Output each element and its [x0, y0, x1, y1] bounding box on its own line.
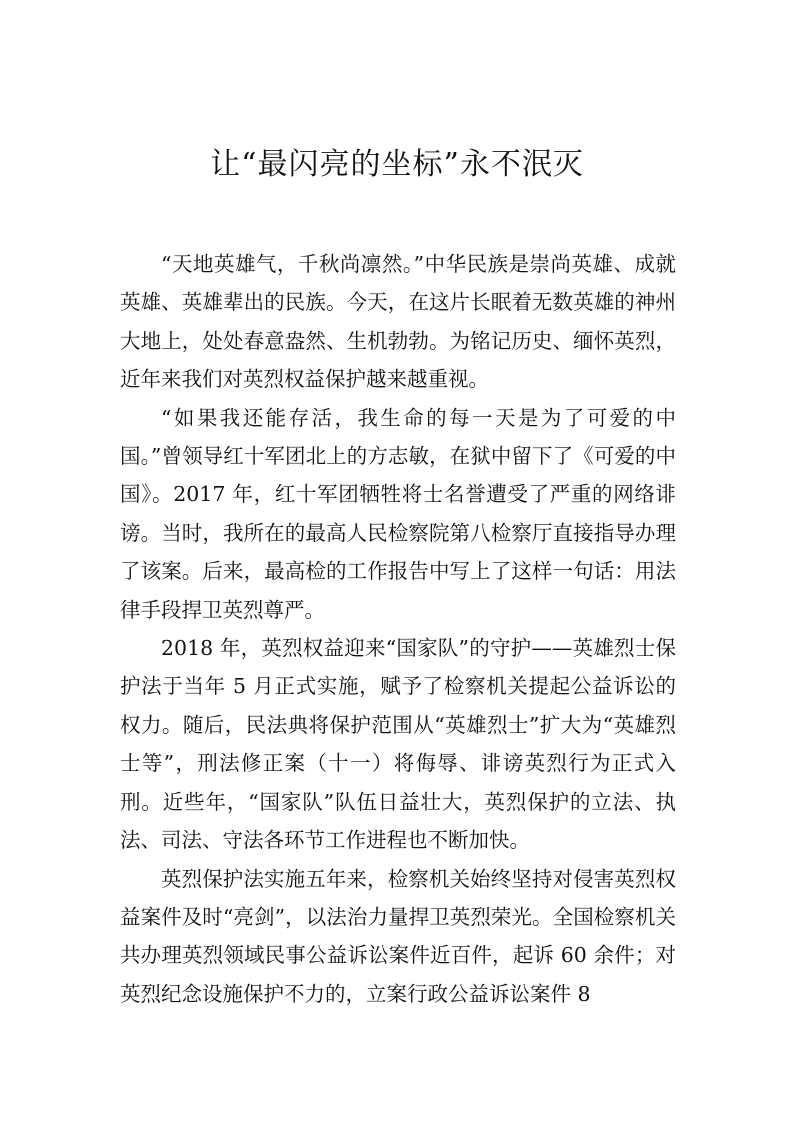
document-body: [120, 245, 676, 1013]
paragraph-2: “如果我还能存活，我生命的每一天是为了可爱的中国。”曾领导红十军团北上的方志敏，在狱中留下了《可爱的中国》。2017 年，红十军团牺牲将士名誉遭受了严重的网络诽谤。当时，我所在的最高人民检察院第八检察厅直接指导办理了该案。后来，最高检的工作报告中写上了这样一句话：用法律手段捍卫英烈尊严。: [120, 405, 676, 622]
paragraph-1: “天地英雄气，千秋尚凛然。”中华民族是崇尚英雄、成就英雄、英雄辈出的民族。今天，在这片长眠着无数英雄的神州大地上，处处春意盎然、生机勃勃。为铭记历史、缅怀英烈，近年来我们对英烈权益保护越来越重视。: [120, 252, 676, 392]
document-title: 让“最闪亮的坐标”永不泯灭: [210, 147, 584, 182]
paragraph-4: 英烈保护法实施五年来，检察机关始终坚持对侵害英烈权益案件及时“亮剑”，以法治力量捍卫英烈荣光。全国检察机关共办理英烈领域民事公益诉讼案件近百件，起诉 60 余件；对英烈纪念设施保护不力的，立案行政公益诉讼案件 8: [120, 866, 676, 1006]
paragraph-3: 2018 年，英烈权益迎来“国家队”的守护——英雄烈士保护法于当年 5 月正式实施，赋予了检察机关提起公益诉讼的权力。随后，民法典将保护范围从“英雄烈士”扩大为“英雄烈士等”，刑法修正案（十一）将侮辱、诽谤英烈行为正式入刑。近些年，“国家队”队伍日益壮大，英烈保护的立法、执法、司法、守法各环节工作进程也不断加快。: [120, 636, 676, 853]
